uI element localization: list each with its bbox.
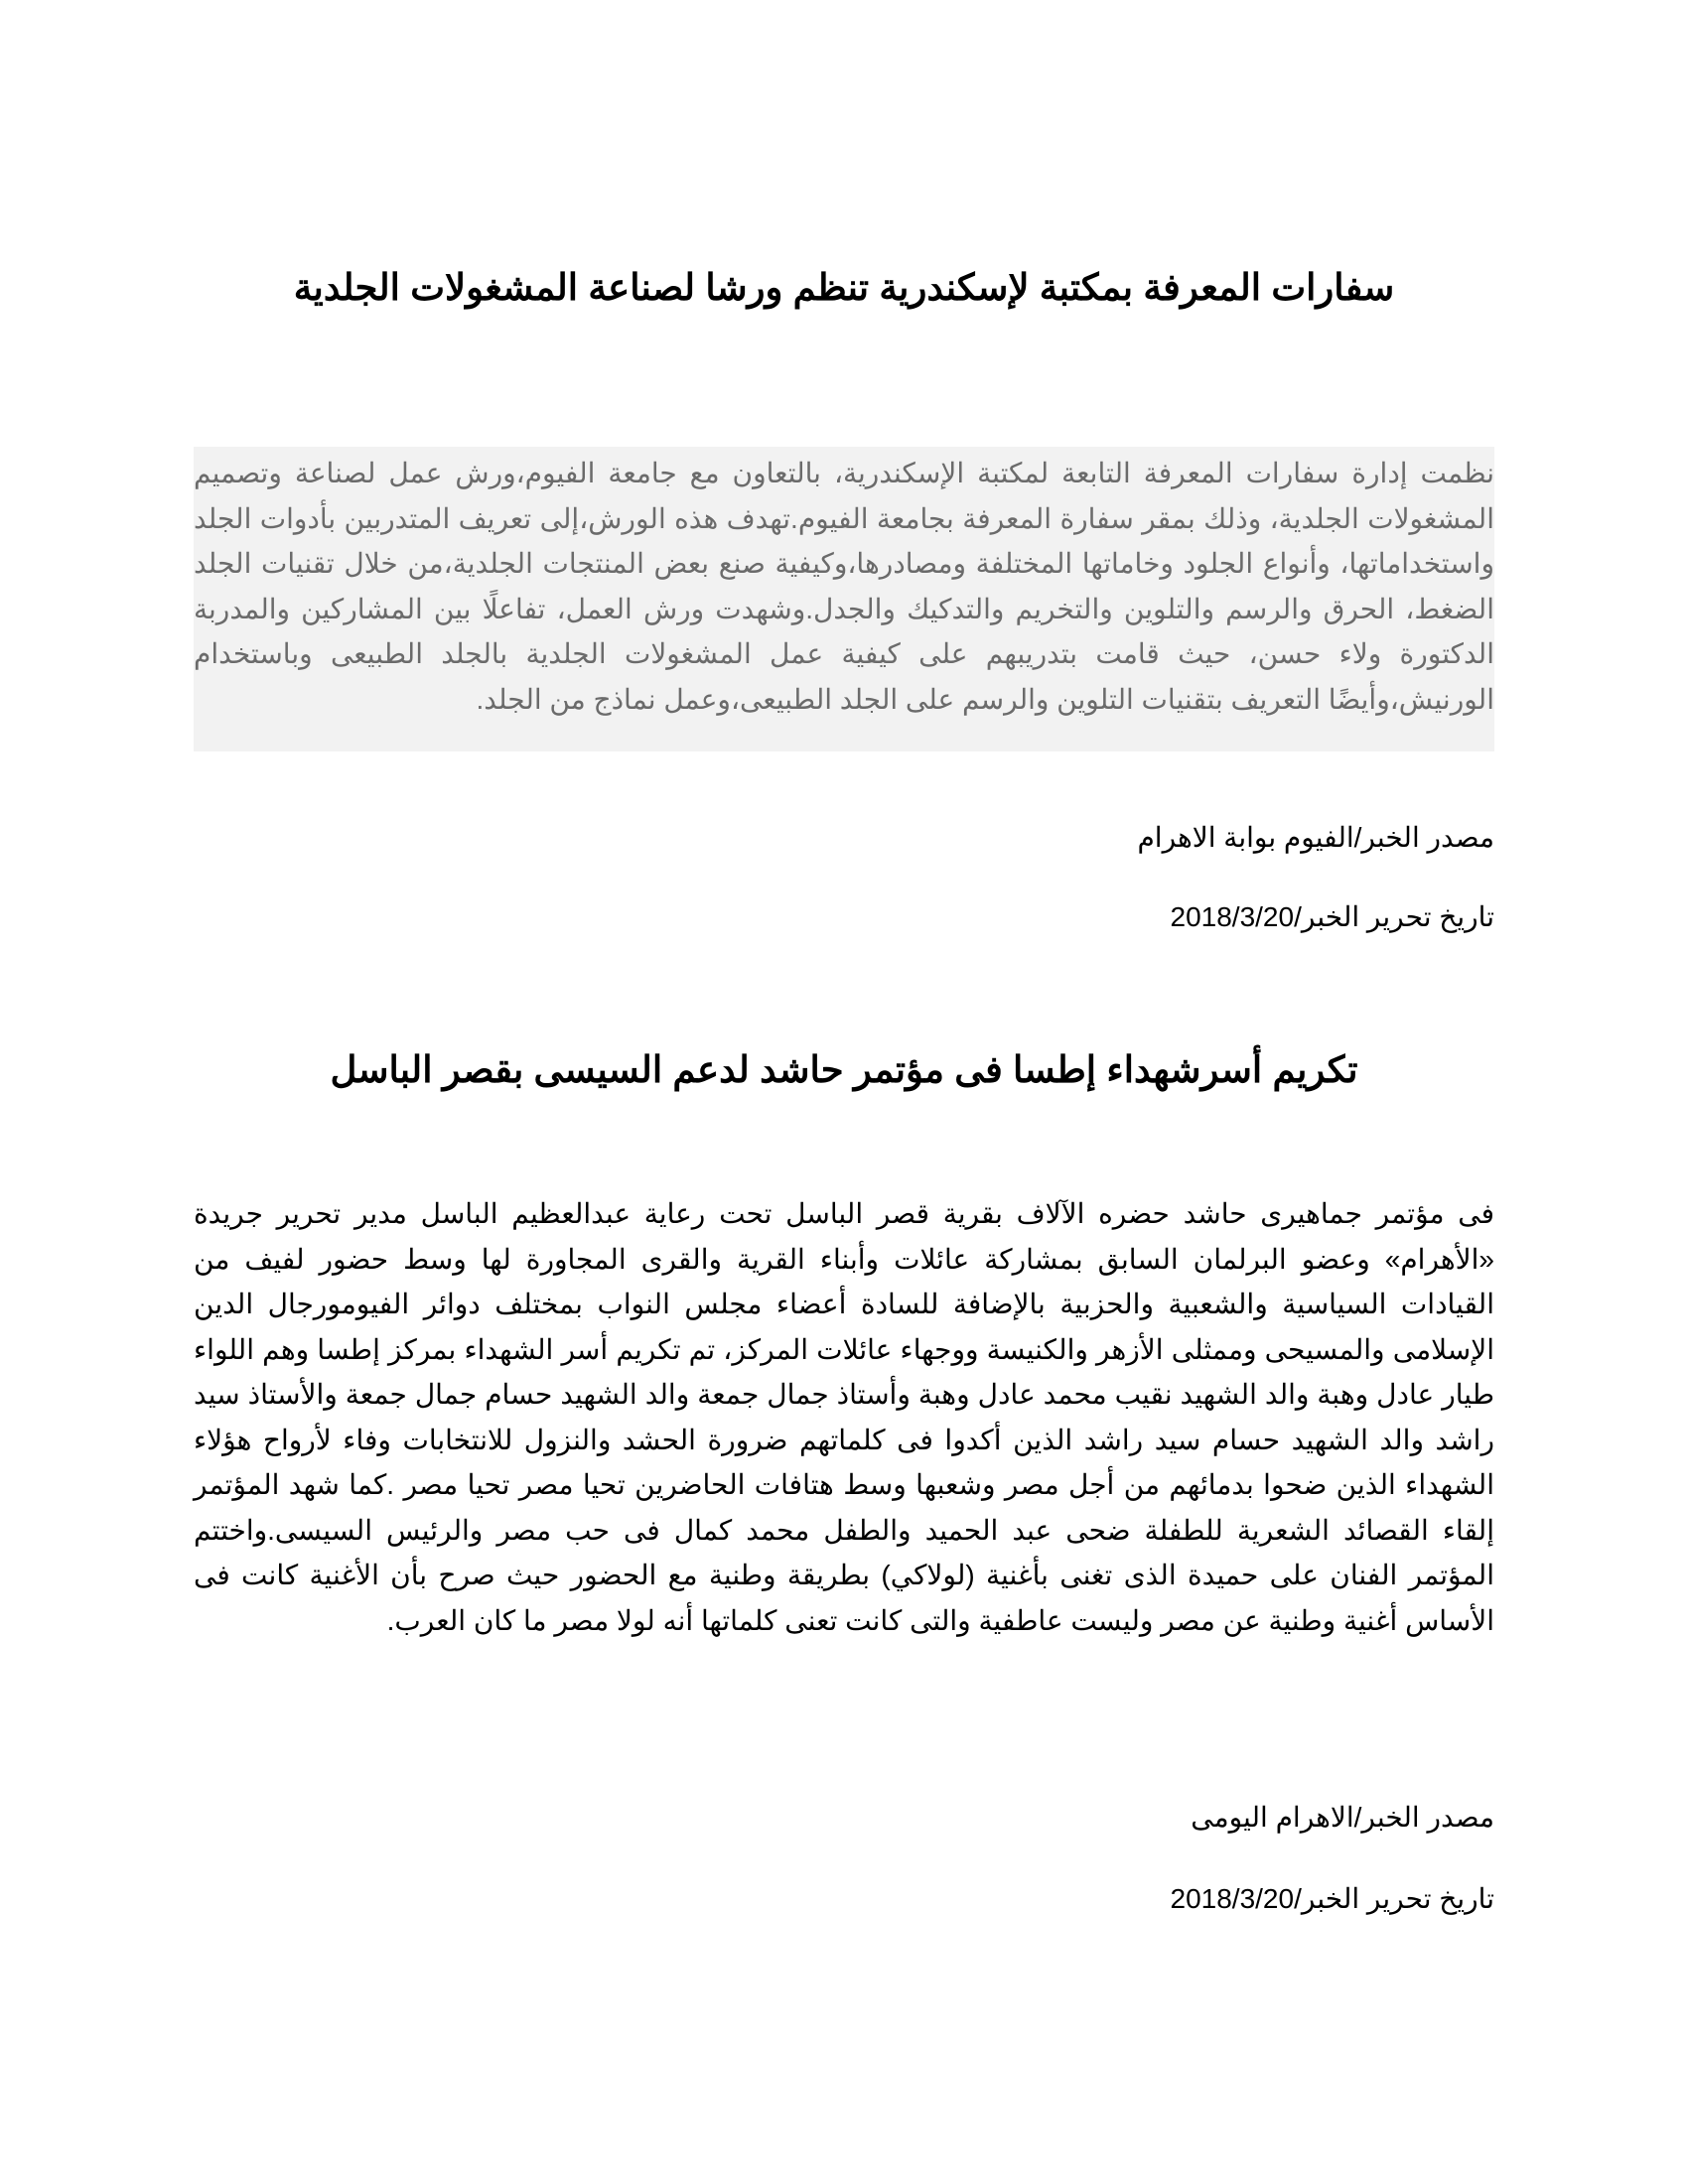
article-1-source: مصدر الخبر/الفيوم بوابة الاهرام bbox=[1137, 822, 1494, 853]
article-1-headline: سفارات المعرفة بمكتبة لإسكندرية تنظم ورشا لصناعة المشغولات الجلدية bbox=[293, 267, 1395, 308]
article-2-date: تاريخ تحرير الخبر/2018/3/20 bbox=[1170, 1883, 1494, 1914]
article-2-source: مصدر الخبر/الاهرام اليومى bbox=[1191, 1802, 1494, 1833]
article-1-body: نظمت إدارة سفارات المعرفة التابعة لمكتبة الإسكندرية، بالتعاون مع جامعة الفيوم،ورش عمل لصناعة وتصميم المشغولات الجلدية، وذلك بمقر سفارة المعرفة بجامعة الفيوم.تهدف هذه الورش،إلى تعريف المتدربين بأدوات الجلد واستخداماتها، وأنواع الجلود وخاماتها المختلفة ومصادرها،وكيفية صنع بعض المنتجات الجلدية،من خلال تقنيات الجلد الضغط، الحرق والرسم والتلوين والتخريم والتدكيك والجدل.وشهدت ورش العمل، تفاعلًا بين المشاركين والمدربة الدكتورة ولاء حسن، حيث قامت بتدريبهم على كيفية عمل المشغولات الجلدية بالجلد الطبيعى وباستخدام الورنيش،وأيضًا التعريف بتقنيات التلوين والرسم على الجلد الطبيعى،وعمل نماذج من الجلد. bbox=[194, 447, 1494, 751]
article-2-headline: تكريم أسرشهداء إطسا فى مؤتمر حاشد لدعم السيسى بقصر الباسل bbox=[330, 1049, 1358, 1090]
article-1-body-block bbox=[194, 447, 1494, 751]
article-2-body-block bbox=[194, 1191, 1494, 1643]
article-1-date: تاريخ تحرير الخبر/2018/3/20 bbox=[1170, 901, 1494, 932]
article-2-body: فى مؤتمر جماهيرى حاشد حضره الآلاف بقرية قصر الباسل تحت رعاية عبدالعظيم الباسل مدير تحرير جريدة «الأهرام» وعضو البرلمان السابق بمشاركة عائلات وأبناء القرية والقرى المجاورة لها وسط حضور لفيف من القيادات السياسية والشعبية والحزبية بالإضافة للسادة أعضاء مجلس النواب بمختلف دوائر الفيومورجال الدين الإسلامى والمسيحى وممثلى الأزهر والكنيسة ووجهاء عائلات المركز، تم تكريم أسر الشهداء بمركز إطسا وهم اللواء طيار عادل وهبة والد الشهيد نقيب محمد عادل وهبة وأستاذ جمال جمعة والد الشهيد حسام جمال جمعة والأستاذ سيد راشد والد الشهيد حسام سيد راشد الذين أكدوا فى كلماتهم ضرورة الحشد والنزول للانتخابات وفاء لأرواح هؤلاء الشهداء الذين ضحوا بدمائهم من أجل مصر وشعبها وسط هتافات الحاضرين تحيا مصر تحيا مصر .كما شهد المؤتمر إلقاء القصائد الشعرية للطفلة ضحى عبد الحميد والطفل محمد كمال فى حب مصر والرئيس السيسى.واختتم المؤتمر الفنان على حميدة الذى تغنى بأغنية (لولاكي) بطريقة وطنية مع الحضور حيث صرح بأن الأغنية كانت فى الأساس أغنية وطنية عن مصر وليست عاطفية والتى كانت تعنى كلماتها أنه لولا مصر ما كان العرب. bbox=[194, 1198, 1495, 1636]
